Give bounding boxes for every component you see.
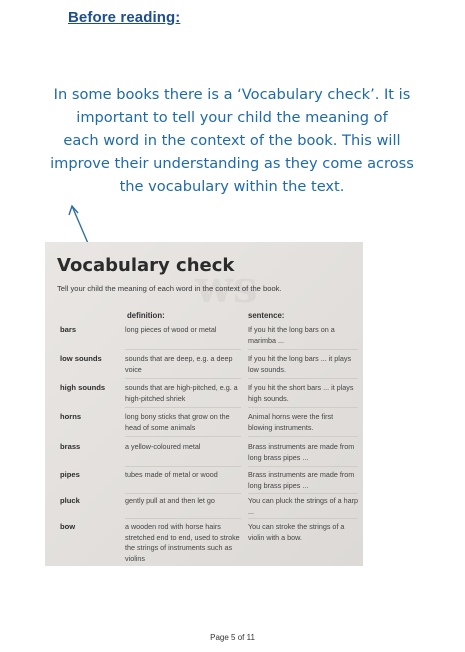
divider bbox=[125, 493, 241, 494]
intro-line: the vocabulary within the text. bbox=[119, 178, 345, 195]
divider bbox=[125, 378, 241, 379]
vocab-definition: sounds that are deep, e.g. a deep voice bbox=[125, 354, 233, 374]
vocab-term: pipes bbox=[60, 470, 80, 479]
divider bbox=[248, 436, 358, 437]
vocabulary-check-photo bbox=[45, 242, 363, 566]
divider bbox=[248, 466, 358, 467]
vocab-sentence: You can stroke the strings of a violin with a bow. bbox=[248, 522, 345, 542]
intro-paragraph bbox=[18, 83, 446, 198]
section-heading: Before reading: bbox=[68, 9, 181, 26]
divider bbox=[125, 349, 241, 350]
vocab-sentence: If you hit the short bars ... it plays high sounds. bbox=[248, 383, 354, 403]
page-number: Page 5 of 11 bbox=[210, 633, 255, 642]
vocabulary-check-title: Vocabulary check bbox=[57, 255, 235, 276]
divider bbox=[125, 436, 241, 437]
vocab-definition: gently pull at and then let go bbox=[125, 496, 215, 505]
intro-line: improve their understanding as they come across bbox=[50, 155, 414, 172]
vocab-sentence: If you hit the long bars ... it plays low sounds. bbox=[248, 354, 352, 374]
vocab-term: horns bbox=[60, 412, 82, 421]
vocab-sentence: Brass instruments are made from long brass pipes ... bbox=[248, 442, 355, 462]
vocab-sentence: Brass instruments are made from long brass pipes ... bbox=[248, 470, 355, 490]
vocab-definition: long bony sticks that grow on the head of some animals bbox=[125, 412, 230, 432]
vocab-term: pluck bbox=[60, 496, 80, 505]
vocab-term: low sounds bbox=[60, 354, 102, 363]
vocab-definition: a yellow-coloured metal bbox=[125, 442, 201, 451]
vocab-definition: tubes made of metal or wood bbox=[125, 470, 218, 479]
divider bbox=[248, 407, 358, 408]
definition-header: definition: bbox=[127, 311, 165, 320]
vocab-definition: sounds that are high-pitched, e.g. a high-pitched shriek bbox=[125, 383, 238, 403]
vocab-term: brass bbox=[60, 442, 81, 451]
divider bbox=[248, 518, 358, 519]
background-artifact: ws bbox=[195, 262, 258, 313]
intro-line: In some books there is a ‘Vocabulary check’. It is bbox=[53, 86, 411, 103]
divider bbox=[248, 493, 358, 494]
divider bbox=[125, 407, 241, 408]
vocab-term: bow bbox=[60, 522, 76, 531]
vocab-term: high sounds bbox=[60, 383, 106, 392]
divider bbox=[248, 378, 358, 379]
vocab-sentence: Animal horns were the first blowing instruments. bbox=[248, 412, 334, 432]
vocab-definition: long pieces of wood or metal bbox=[125, 325, 217, 334]
vocab-definition: a wooden rod with horse hairs stretched end to end, used to stroke the strings of instruments such as violins bbox=[125, 522, 240, 563]
divider bbox=[125, 518, 241, 519]
divider bbox=[125, 466, 241, 467]
vocab-sentence: If you hit the long bars on a marimba ... bbox=[248, 325, 335, 345]
vocab-sentence: You can pluck the strings of a harp ... bbox=[248, 496, 359, 516]
vocab-term: bars bbox=[60, 325, 77, 334]
intro-line: each word in the context of the book. This will bbox=[63, 132, 401, 149]
intro-line: important to tell your child the meaning of bbox=[76, 109, 388, 126]
sentence-header: sentence: bbox=[248, 311, 285, 320]
divider bbox=[248, 349, 358, 350]
vocabulary-check-instruction: Tell your child the meaning of each word in the context of the book. bbox=[57, 284, 282, 293]
